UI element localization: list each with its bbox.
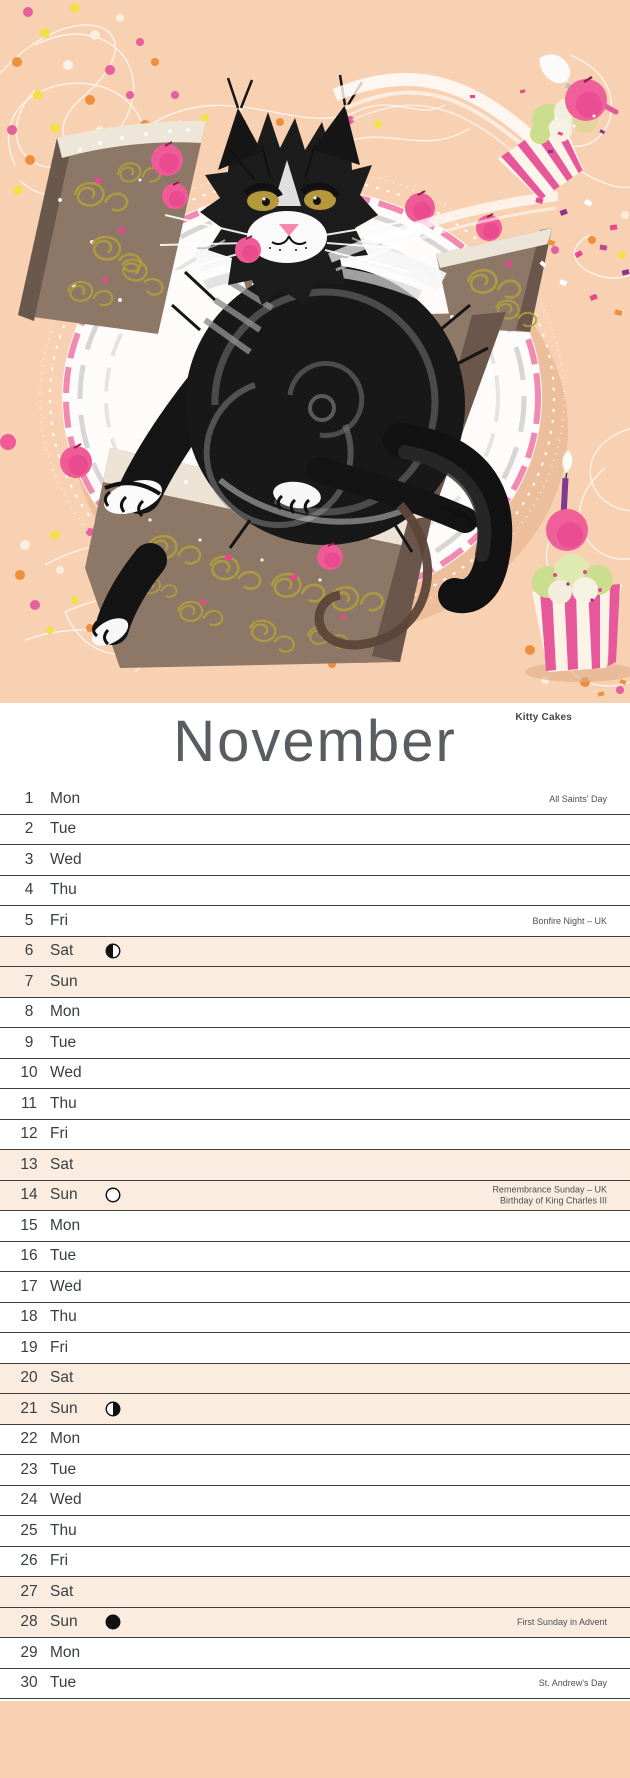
calendar-row-11 <box>0 1089 630 1120</box>
day-name: Sat <box>50 942 74 960</box>
day-name: Thu <box>50 1308 77 1326</box>
day-name: Thu <box>50 1094 77 1112</box>
date-number: 13 <box>20 1155 38 1173</box>
day-name: Tue <box>50 1460 77 1478</box>
moon-last-quarter-icon <box>104 1400 122 1418</box>
date-number: 30 <box>20 1674 38 1692</box>
day-name: Tue <box>50 1247 77 1265</box>
day-name: Sun <box>50 972 78 990</box>
artwork-illustration <box>0 0 630 703</box>
calendar-row-5 <box>0 906 630 937</box>
footer-band <box>0 1701 630 1778</box>
day-name: Thu <box>50 881 77 899</box>
day-name: Sat <box>50 1155 74 1173</box>
day-name: Fri <box>50 1338 69 1356</box>
calendar-row-30 <box>0 1669 630 1700</box>
date-number: 25 <box>20 1521 38 1539</box>
holiday-label: First Sunday in Advent <box>516 1617 607 1627</box>
date-number: 1 <box>24 789 34 807</box>
calendar-row-9 <box>0 1028 630 1059</box>
day-name: Sun <box>50 1613 78 1631</box>
calendar-row-8 <box>0 998 630 1029</box>
date-number: 24 <box>20 1491 38 1509</box>
calendar-row-28 <box>0 1608 630 1639</box>
calendar-row-16 <box>0 1242 630 1273</box>
date-number: 3 <box>24 850 34 868</box>
date-number: 28 <box>20 1613 38 1631</box>
date-number: 22 <box>20 1430 38 1448</box>
date-number: 11 <box>20 1094 38 1112</box>
date-number: 20 <box>20 1369 38 1387</box>
calendar-row-13 <box>0 1150 630 1181</box>
calendar-row-25 <box>0 1516 630 1547</box>
day-name: Mon <box>50 1430 81 1448</box>
date-number: 19 <box>20 1338 38 1356</box>
calendar-row-10 <box>0 1059 630 1090</box>
calendar-row-3 <box>0 845 630 876</box>
date-number: 12 <box>20 1125 38 1143</box>
date-number: 2 <box>24 820 34 838</box>
calendar-rows <box>0 784 630 1699</box>
date-number: 29 <box>20 1643 38 1661</box>
title-band <box>0 703 630 784</box>
day-name: Mon <box>50 789 81 807</box>
date-number: 23 <box>20 1460 38 1478</box>
calendar-row-12 <box>0 1120 630 1151</box>
day-name: Wed <box>50 1277 82 1295</box>
date-number: 9 <box>24 1033 34 1051</box>
calendar-row-17 <box>0 1272 630 1303</box>
moon-full-icon <box>104 1186 122 1204</box>
calendar-row-29 <box>0 1638 630 1669</box>
date-number: 21 <box>20 1399 38 1417</box>
day-name: Wed <box>50 1064 82 1082</box>
calendar-row-26 <box>0 1547 630 1578</box>
holiday-label: All Saints' Day <box>549 793 607 804</box>
date-number: 4 <box>24 881 34 899</box>
holiday-label: St. Andrew's Day <box>538 1678 607 1688</box>
day-name: Mon <box>50 1003 81 1021</box>
day-name: Thu <box>50 1521 77 1539</box>
month-title: November <box>173 709 457 774</box>
calendar-row-6 <box>0 937 630 968</box>
artwork-caption: Kitty Cakes <box>515 712 572 723</box>
calendar-row-7 <box>0 967 630 998</box>
day-name: Fri <box>50 911 69 929</box>
day-name: Wed <box>50 850 82 868</box>
date-number: 14 <box>20 1186 38 1204</box>
calendar-row-20 <box>0 1364 630 1395</box>
calendar-row-14 <box>0 1181 630 1212</box>
date-number: 6 <box>24 942 34 960</box>
date-number: 5 <box>24 911 34 929</box>
date-number: 18 <box>20 1308 38 1326</box>
day-name: Sat <box>50 1582 74 1600</box>
moon-new-icon <box>104 1613 122 1631</box>
date-number: 26 <box>20 1552 38 1570</box>
calendar-row-2 <box>0 815 630 846</box>
calendar-row-4 <box>0 876 630 907</box>
date-number: 17 <box>20 1277 38 1295</box>
calendar-row-18 <box>0 1303 630 1334</box>
day-name: Tue <box>50 820 77 838</box>
day-name: Mon <box>50 1216 81 1234</box>
calendar-row-1 <box>0 784 630 815</box>
holiday-label: Bonfire Night – UK <box>532 915 607 926</box>
calendar-row-23 <box>0 1455 630 1486</box>
day-name: Mon <box>50 1643 81 1661</box>
calendar-row-19 <box>0 1333 630 1364</box>
date-number: 16 <box>20 1247 38 1265</box>
day-name: Fri <box>50 1552 69 1570</box>
calendar-row-27 <box>0 1577 630 1608</box>
moon-first-quarter-icon <box>104 942 122 960</box>
date-number: 10 <box>20 1064 38 1082</box>
calendar-row-21 <box>0 1394 630 1425</box>
calendar-row-15 <box>0 1211 630 1242</box>
date-number: 15 <box>20 1216 38 1234</box>
day-name: Tue <box>50 1674 77 1692</box>
day-name: Sat <box>50 1369 74 1387</box>
holiday-label: Remembrance Sunday – UK Birthday of King Charles III <box>492 1184 607 1206</box>
calendar-row-22 <box>0 1425 630 1456</box>
day-name: Tue <box>50 1033 77 1051</box>
day-name: Fri <box>50 1125 69 1143</box>
day-name: Sun <box>50 1399 78 1417</box>
date-number: 8 <box>24 1003 34 1021</box>
calendar-row-24 <box>0 1486 630 1517</box>
date-number: 27 <box>20 1582 38 1600</box>
date-number: 7 <box>24 972 34 990</box>
day-name: Sun <box>50 1186 78 1204</box>
day-name: Wed <box>50 1491 82 1509</box>
